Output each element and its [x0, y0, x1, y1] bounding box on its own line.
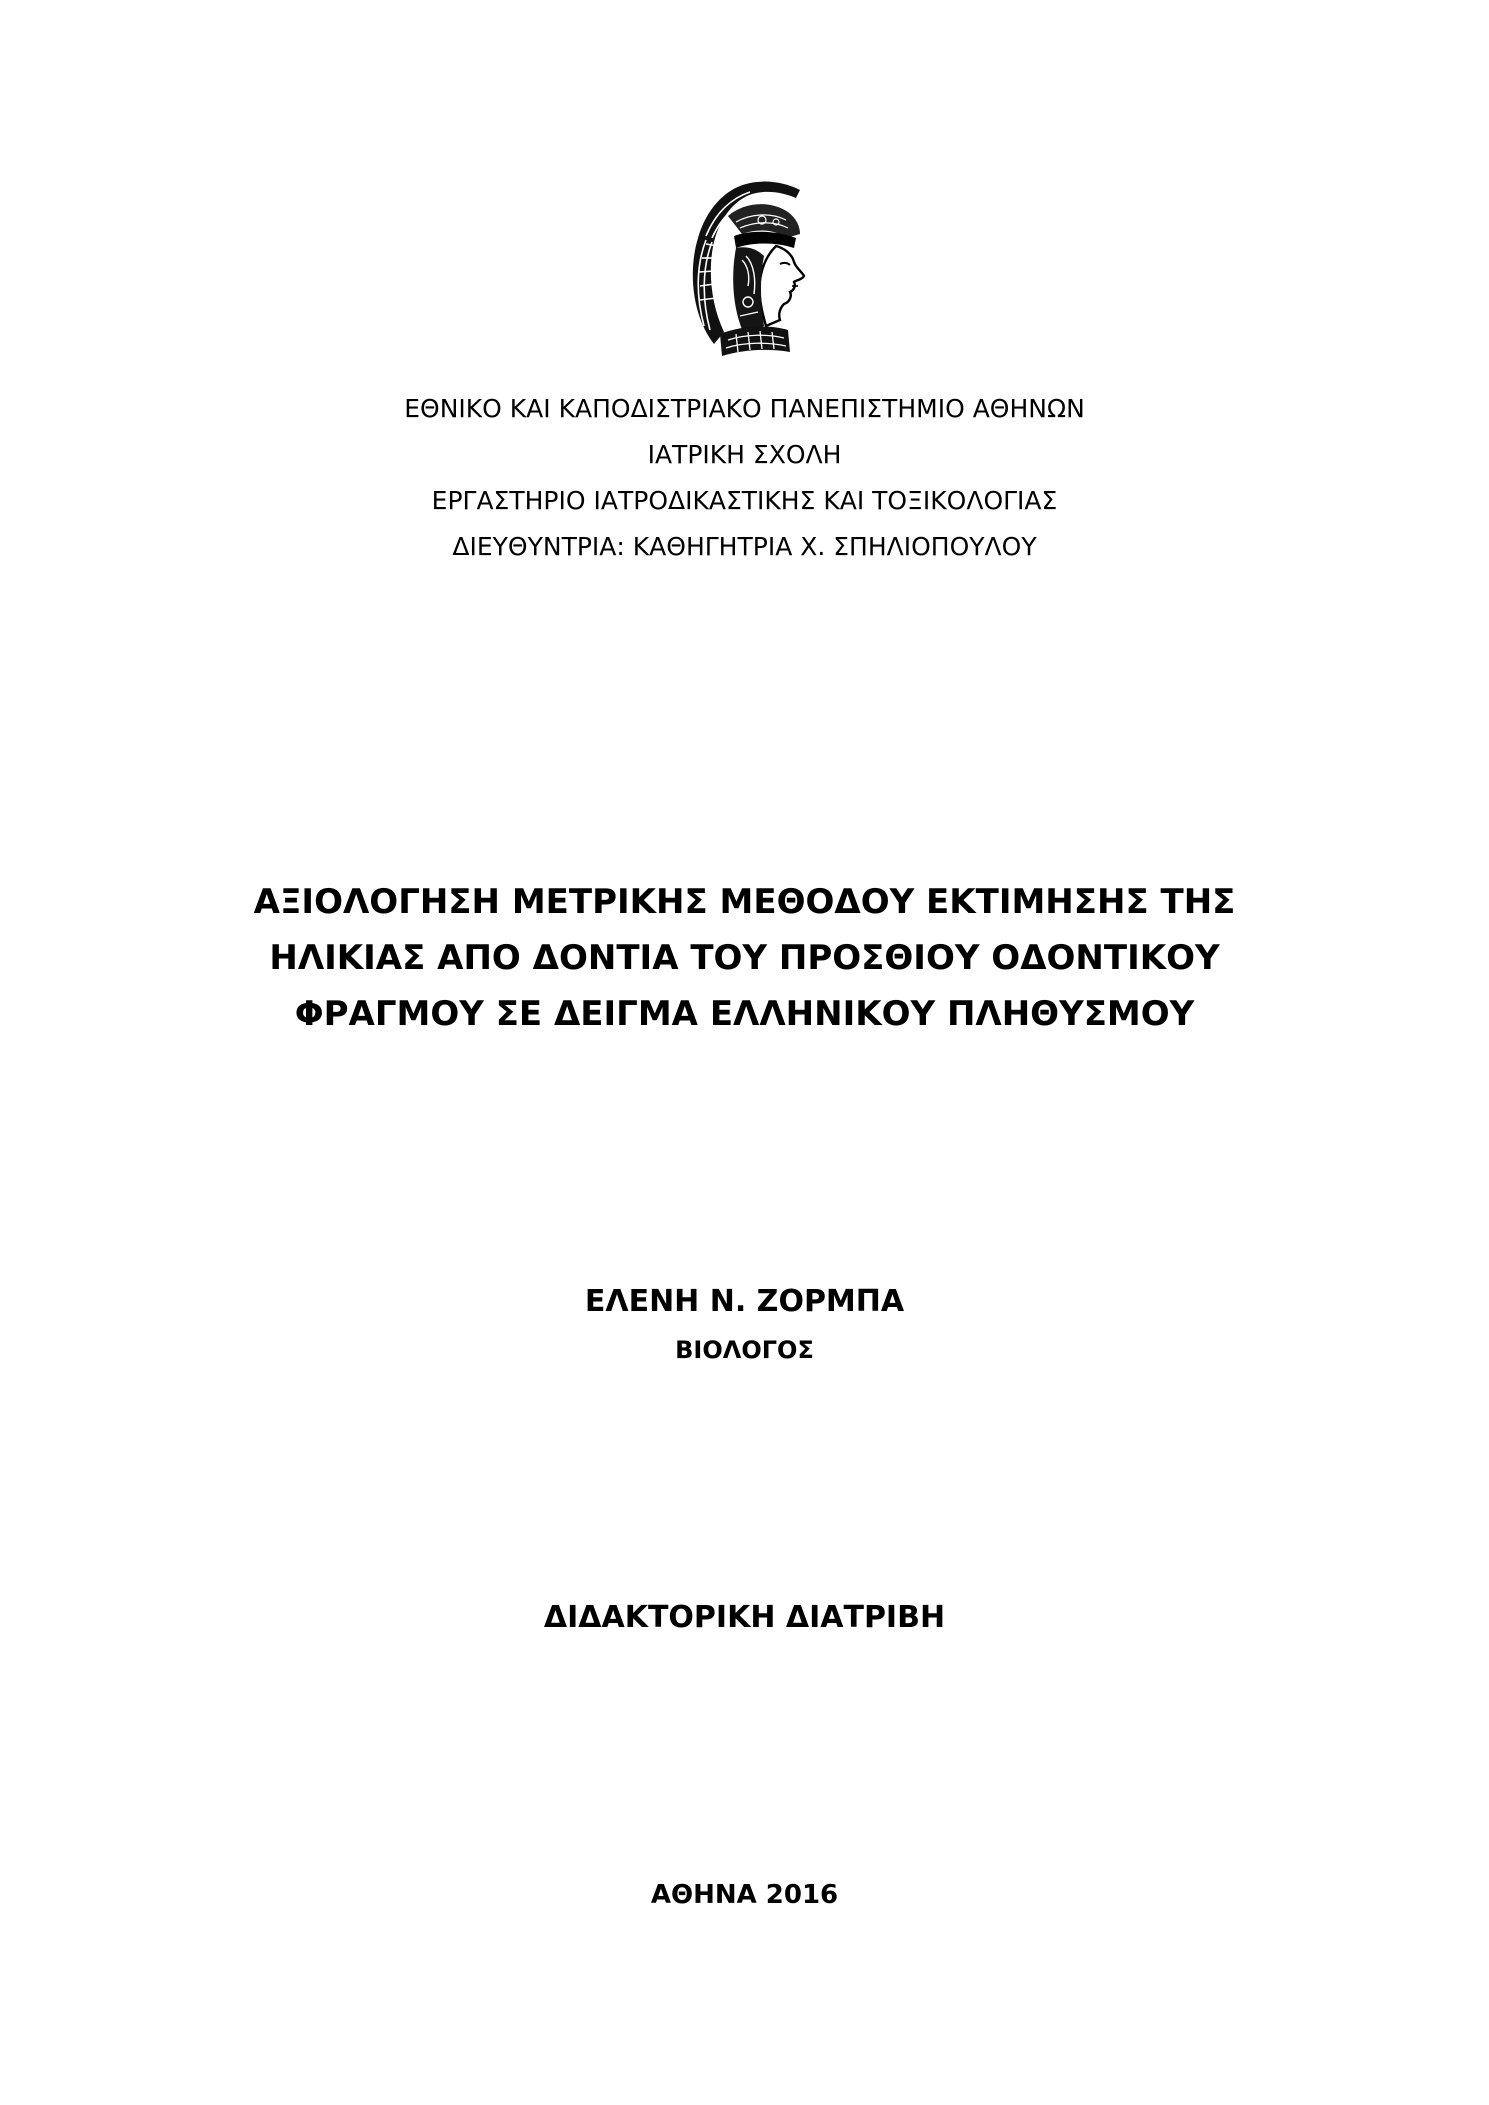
director-name: ΔΙΕΥΘΥΝΤΡΙΑ: ΚΑΘΗΓΗΤΡΙΑ Χ. ΣΠΗΛΙΟΠΟΥΛΟΥ — [452, 532, 1037, 561]
laboratory-name: ΕΡΓΑΣΤΗΡΙΟ ΙΑΤΡΟΔΙΚΑΣΤΙΚΗΣ ΚΑΙ ΤΟΞΙΚΟΛΟΓΙΑΣ — [431, 486, 1058, 515]
document-type: ΔΙΔΑΚΤΟΡΙΚΗ ΔΙΑΤΡΙΒΗ — [543, 1600, 946, 1635]
author-profession: ΒΙΟΛΟΓΟΣ — [675, 1336, 814, 1364]
author-name: ΕΛΕΝΗ Ν. ΖΟΡΜΠΑ — [584, 1284, 905, 1319]
institution-block — [0, 386, 1489, 570]
school-name: ΙΑΤΡΙΚΗ ΣΧΟΛΗ — [647, 440, 842, 469]
title-line: ΦΡΑΓΜΟΥ ΣΕ ΔΕΙΓΜΑ ΕΛΛΗΝΙΚΟΥ ΠΛΗΘΥΣΜΟΥ — [294, 994, 1195, 1034]
university-name: ΕΘΝΙΚΟ ΚΑΙ ΚΑΠΟΔΙΣΤΡΙΑΚΟ ΠΑΝΕΠΙΣΤΗΜΙΟ ΑΘΗΝΩΝ — [404, 394, 1085, 423]
place-year: ΑΘΗΝΑ 2016 — [650, 1880, 839, 1910]
athena-helmet-crest-icon — [684, 176, 814, 362]
title-line: ΑΞΙΟΛΟΓΗΣΗ ΜΕΤΡΙΚΗΣ ΜΕΘΟΔΟΥ ΕΚΤΙΜΗΣΗΣ ΤΗΣ — [253, 882, 1236, 922]
title-line: ΗΛΙΚΙΑΣ ΑΠΟ ΔΟΝΤΙΑ ΤΟΥ ΠΡΟΣΘΙΟΥ ΟΔΟΝΤΙΚΟΥ — [269, 938, 1220, 978]
thesis-title — [0, 874, 1489, 1042]
